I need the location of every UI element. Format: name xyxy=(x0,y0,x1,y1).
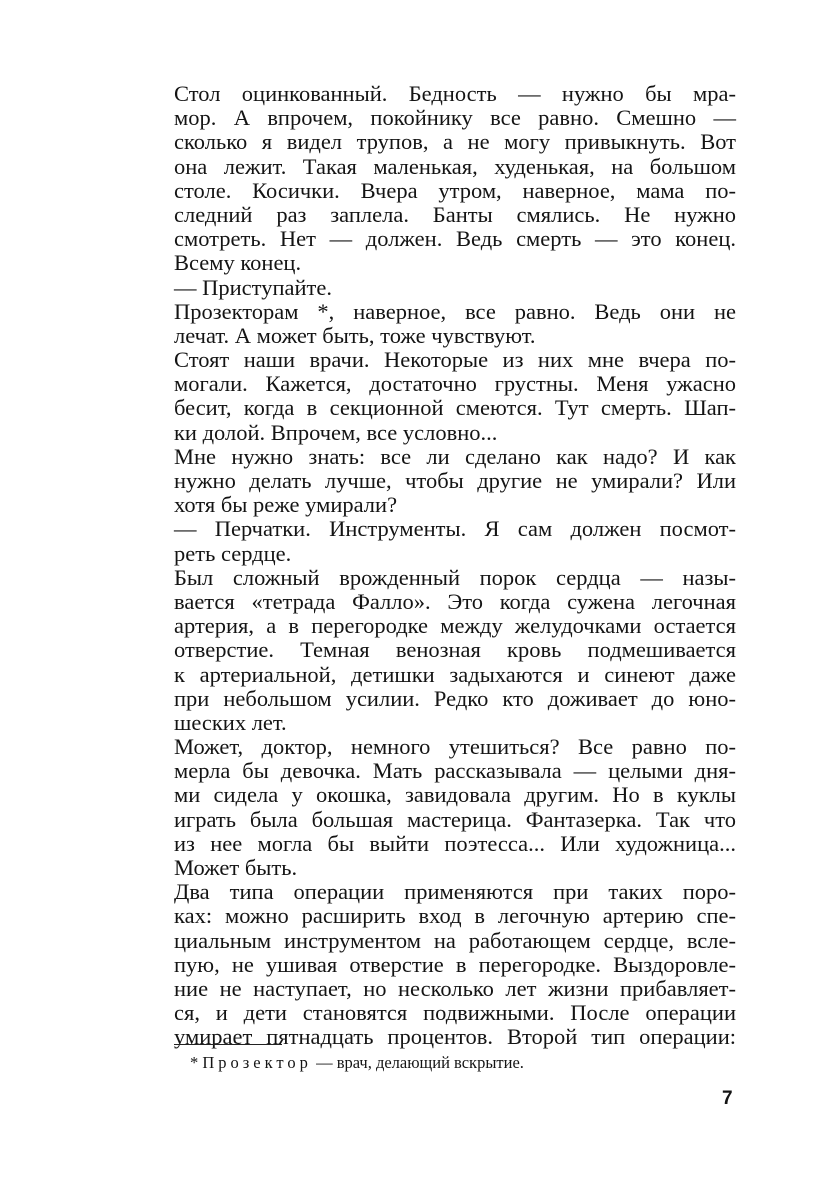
text-line: отверстие. Темная венозная кровь подмешивается xyxy=(174,637,736,663)
body-text xyxy=(174,82,736,1050)
footnote-separator xyxy=(174,1044,282,1045)
text-line: Был сложный врожденный порок сердца — назы- xyxy=(174,564,736,590)
text-line: к артериальной, детишки задыхаются и синеют даже xyxy=(174,661,736,687)
text-line: бесит, когда в секционной смеются. Тут смерть. Шап- xyxy=(174,395,736,421)
text-line: Может быть. xyxy=(174,855,298,880)
text-line: ки долой. Впрочем, все условно... xyxy=(174,419,498,445)
footnote-term: Прозектор xyxy=(202,1053,312,1072)
text-line: — Перчатки. Инструменты. Я сам должен посмот- xyxy=(174,516,736,542)
text-line: лечат. А может быть, тоже чувствуют. xyxy=(174,322,536,348)
text-line: нужно делать лучше, чтобы другие не умирали? Или xyxy=(174,468,736,493)
text-line: ние не наступает, но несколько лет жизни прибавляет- xyxy=(174,975,736,1001)
text-line: из нее могла бы выйти поэтесса... Или художница... xyxy=(174,830,736,856)
text-line: — Приступайте. xyxy=(174,274,332,300)
text-line: играть была большая мастерица. Фантазерка. Так что xyxy=(174,806,736,832)
text-line: при небольшом усилии. Редко кто доживает до юно- xyxy=(174,685,736,711)
text-line: столе. Косички. Вчера утром, наверное, мама по- xyxy=(174,177,736,203)
text-line: Мне нужно знать: все ли сделано как надо? И как xyxy=(174,443,736,469)
text-line: могали. Кажется, достаточно грустны. Меня ужасно xyxy=(174,371,736,397)
text-line: Стол оцинкованный. Бедность — нужно бы мра- xyxy=(174,81,736,106)
footnote-marker: * xyxy=(190,1053,199,1072)
text-line: Стоят наши врачи. Некоторые из них мне вчера по- xyxy=(174,347,736,373)
footnote-definition: — врач, делающий вскрытие. xyxy=(316,1053,524,1072)
text-line: реть сердце. xyxy=(174,540,292,566)
text-line: она лежит. Такая маленькая, худенькая, на большом xyxy=(174,153,736,179)
text-line: ми сидела у окошка, завидовала другим. Но в куклы xyxy=(174,782,736,808)
text-line: пую, не ушивая отверстие в перегородке. Выздоровле- xyxy=(174,951,736,977)
text-line: ках: можно расширить вход в легочную артерию спе- xyxy=(174,903,736,929)
text-line: артерия, а в перегородке между желудочками остается xyxy=(174,613,736,639)
text-line: Может, доктор, немного утешиться? Все равно по- xyxy=(174,734,736,760)
text-line: мерла бы девочка. Мать рассказывала — целыми дня- xyxy=(174,758,736,784)
text-line: следний раз заплела. Банты смялись. Не нужно xyxy=(174,201,736,227)
page-number: 7 xyxy=(722,1088,733,1109)
text-line: вается «тетрада Фалло». Это когда сужена легочная xyxy=(174,588,736,614)
footnote xyxy=(190,1053,524,1073)
text-line: Прозекторам *, наверное, все равно. Ведь они не xyxy=(174,298,736,324)
text-line: хотя бы реже умирали? xyxy=(174,492,398,518)
text-line: мор. А впрочем, покойнику все равно. Смешно — xyxy=(174,105,736,131)
text-line: Два типа операции применяются при таких поро- xyxy=(174,879,736,905)
text-line: смотреть. Нет — должен. Ведь смерть — это конец. xyxy=(174,226,736,252)
text-line: сколько я видел трупов, а не могу привыкнуть. Вот xyxy=(174,129,736,155)
text-line: циальным инструментом на работающем сердце, всле- xyxy=(174,927,736,953)
text-line: умирает пятнадцать процентов. Второй тип операции: xyxy=(174,1024,736,1050)
text-line: ся, и дети становятся подвижными. После операции xyxy=(174,1000,736,1026)
text-line: Всему конец. xyxy=(174,250,302,276)
text-line: шеских лет. xyxy=(174,709,287,735)
